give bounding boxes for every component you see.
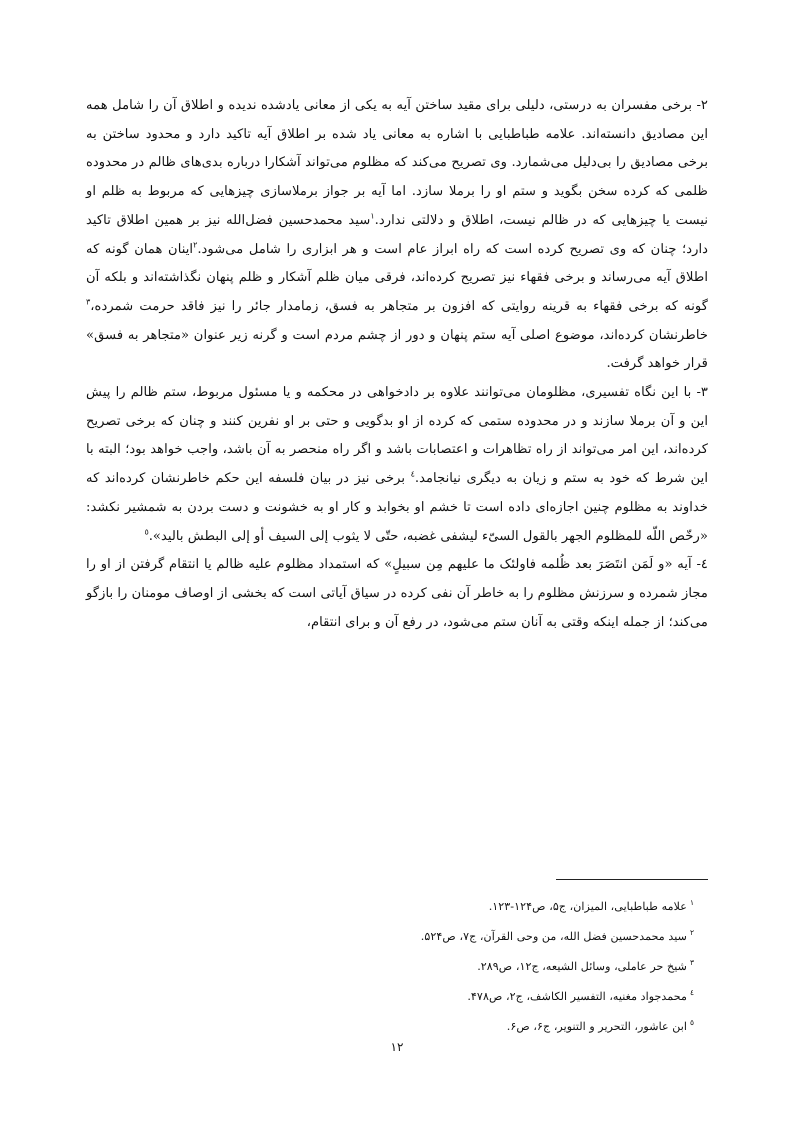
footnote-ref-4: ٤ [410,469,415,479]
footnote-item [300,952,708,982]
paragraph-3-text-1: ٣- با این نگاه تفسیری، مظلومان می‌توانند علاوه بر دادخواهی در محکمه و یا مسئول مربوط، ستم ظالم را پیش این و آن برملا سازند و در محدوده ستمی که کرده از او بدگویی و حتی بر او نفرین کنند و چنان که برخی تصریح کرده‌اند، این امر می‌تواند از راه تظاهرات و اعتصابات باشد و اگر راه منحصر به آن باشد، واجب خواهد بود؛ البته با این شرط که خود به ستم و زیان به دیگری نیانجامد. [86,385,709,487]
paragraph-3-text-2: برخی نیز در بیان فلسفه این حکم خاطرنشان کرده‌اند که خداوند به مظلوم چنین اجازه‌ای داده است تا خشم او بخوابد و کار او به خشونت و دست بردن به شمشیر نکشد: «رخّص اللّه للمظلوم الجهر بالقول السیّء لیشفی غضبه، حتّی لا یثوب إلی السیف أو إلی البطش بالید». [86,471,708,544]
footnote-ref-2: ٢ [193,240,198,250]
footnote-number: ٥ [689,1018,694,1028]
footnote-text: سید محمدحسین فضل الله، من وحی القرآن، ج۷، ص۵۲۴. [420,930,687,943]
paragraph-2-text-2: سید محمدحسین فضل‌الله نیز بر همین اطلاق تاکید دارد؛ چنان که وی تصریح کرده است که راه ابراز عام است و هر ابزاری را شامل می‌شود. [86,212,709,257]
body-text [86,92,708,637]
footnote-ref-3: ٣ [86,297,91,307]
paragraph-2-text-4: خاطرنشان کرده‌اند، موضوع اصلی آیه ستم پنهان و دور از چشم مردم است و گرنه زیر عنوان «متجاهر به فسق» قرار خواهد گرفت. [86,327,708,372]
footnote-separator [556,879,708,880]
paragraph-2-text-1: ٢- برخی مفسران به درستی، دلیلی برای مقید ساختن آیه به یکی از معانی یادشده ندیده و اطلاق آن را شامل همه این مصادیق دانسته‌اند. علامه طباطبایی با اشاره به معانی یاد شده بر اطلاق آیه تاکید دارد و محدود ساختن به برخی مصادیق را بی‌دلیل می‌شمارد. وی تصریح می‌کند که مظلوم می‌تواند آشکارا درباره بدی‌های ظالم در محدوده ظلمی که کرده سخن بگوید و ستم او را برملا سازد. اما آیه بر جواز برملاسازی چیزهایی که مربوط به ظلم او نیست یا چیزهایی که در ظالم نیست، اطلاق و دلالتی ندارد. [86,98,709,228]
footnote-item [300,922,708,952]
paragraph-3 [86,379,708,551]
footnote-item [300,1012,708,1042]
paragraph-4 [86,551,708,637]
paragraph-4-text-1: ٤- آیه «و لَمَن انتَصَرَ بعد ظُلمه فاولئک ما علیهم مِن سبیلٍ» که استمداد مظلوم علیه ظالم یا انتقام گرفتن از او را مجاز شمرده و سرزنش مظلوم را به خاطر آن نفی کرده در سیاق آیاتی است که بخشی از اوصاف مومنان را بازگو می‌کند؛ از جمله اینکه وقتی به آنان ستم می‌شود، در رفع آن و برای انتقام، [86,557,708,630]
paragraph-2-text-3: اینان همان گونه که اطلاق آیه می‌رساند و برخی فقهاء نیز تصریح کرده‌اند، فرقی میان ظلم آشکار و ظلم پنهان نگذاشته‌اند و بلکه آن گونه که برخی فقهاء به قرینه روایتی که افزون بر متجاهر به فسق، زمامدار جائر را نیز فاقد حرمت شمرده، [86,241,708,314]
footnote-text: علامه طباطبایی، المیزان، ج۵، ص۱۲۴-۱۲۳. [488,900,687,913]
footnote-ref-1: ١ [370,211,375,221]
footnote-number: ٤ [689,988,694,998]
footnote-item [300,982,708,1012]
footnote-text: شیخ حر عاملی، وسائل الشیعه، ج۱۲، ص۲۸۹. [477,960,687,973]
page-number: ۱۲ [390,1040,404,1054]
footnote-number: ٣ [689,958,694,968]
footnote-ref-5: ٥ [144,527,149,537]
footnote-text: ابن عاشور، التحریر و التنویر، ج۶، ص۶. [506,1020,687,1033]
footnote-text: محمدجواد مغنیه، التفسیر الکاشف، ج۲، ص۴۷۸. [467,990,687,1003]
paragraph-2 [86,92,708,379]
footnotes-list [300,892,708,1042]
footnote-item [300,892,708,922]
footnote-number: ١ [689,898,694,908]
footnote-number: ٢ [689,928,694,938]
